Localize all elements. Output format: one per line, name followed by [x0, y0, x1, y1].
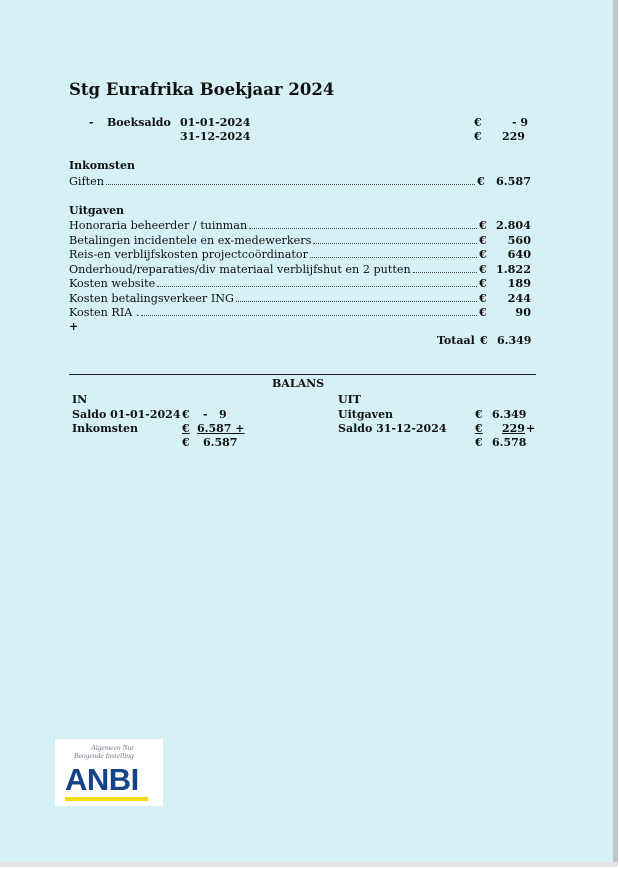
totaal-label: Totaal	[437, 334, 475, 347]
page-shadow-bottom	[0, 862, 618, 867]
uitgaven-amount: € 189	[479, 276, 531, 290]
uitgaven-amount: € 560	[479, 233, 531, 247]
uitgaven-label: Kosten betalingsverkeer ING	[69, 292, 234, 305]
balans-heading: BALANS	[272, 377, 325, 390]
leader-dots	[413, 272, 477, 273]
balans-uit-heading: UIT	[338, 393, 361, 406]
inkomsten-row	[69, 174, 531, 189]
uitgaven-heading: Uitgaven	[69, 204, 125, 217]
balans-uit-total-amount: 6.578	[492, 436, 527, 449]
uitgaven-plus: +	[69, 320, 79, 333]
uitgaven-amount: € 90	[479, 305, 531, 319]
balans-in-heading: IN	[72, 393, 88, 406]
uitgaven-label: Kosten RIA .	[69, 306, 140, 319]
balans-uit-currency-uitgaven: €	[475, 408, 483, 421]
boeksaldo-bullet: -	[89, 116, 94, 129]
balans-in-amount-inkomsten: 6.587 +	[197, 422, 245, 435]
balans-in-currency-saldo: €	[182, 408, 190, 421]
balans-in-amount-saldo: - 9	[203, 408, 227, 421]
balans-in-total-amount: 6.587	[203, 436, 238, 449]
page-shadow-right	[613, 0, 618, 866]
leader-dots	[106, 184, 475, 185]
uitgaven-label: Reis-en verblijfskosten projectcoördinator	[69, 248, 308, 261]
boeksaldo-date-end: 31-12-2024	[180, 130, 251, 143]
uitgaven-row	[69, 218, 531, 233]
uitgaven-label: Onderhoud/reparaties/div materiaal verblijfshut en 2 putten	[69, 263, 411, 276]
inkomsten-heading: Inkomsten	[69, 159, 136, 172]
leader-dots	[157, 286, 477, 287]
boeksaldo-amount-start: - 9	[512, 116, 529, 129]
balans-in-currency-inkomsten: €	[182, 422, 190, 435]
uitgaven-label: Betalingen incidentele en ex-medewerkers	[69, 234, 312, 247]
section-divider	[69, 374, 536, 375]
boeksaldo-currency-end: €	[474, 130, 482, 143]
inkomsten-label: Giften	[69, 175, 104, 188]
boeksaldo-label: Boeksaldo	[107, 116, 171, 129]
anbi-logo	[55, 739, 163, 806]
balans-in-label-saldo: Saldo 01-01-2024	[72, 408, 181, 421]
leader-dots	[249, 228, 477, 229]
balans-uit-label-saldo: Saldo 31-12-2024	[338, 422, 447, 435]
balans-uit-label-uitgaven: Uitgaven	[338, 408, 394, 421]
balans-uit-amount-saldo: 229	[502, 422, 525, 435]
anbi-logo-bar	[65, 797, 148, 801]
inkomsten-amount: € 6.587	[477, 174, 531, 188]
uitgaven-label: Honoraria beheerder / tuinman	[69, 219, 248, 232]
uitgaven-amount: € 2.804	[479, 218, 531, 232]
uitgaven-row	[69, 276, 531, 291]
totaal-currency: €	[480, 334, 488, 347]
anbi-logo-line2: Beogende Instelling	[74, 751, 134, 760]
boeksaldo-amount-end: 229	[502, 130, 525, 143]
totaal-amount: 6.349	[497, 334, 532, 347]
leader-dots	[310, 257, 477, 258]
uitgaven-label: Kosten website	[69, 277, 156, 290]
uitgaven-row	[69, 262, 531, 277]
uitgaven-row	[69, 291, 531, 306]
balans-uit-amount-uitgaven: 6.349	[492, 408, 527, 421]
uitgaven-row	[69, 247, 531, 262]
boeksaldo-date-start: 01-01-2024	[180, 116, 251, 129]
balans-uit-currency-saldo: €	[475, 422, 483, 435]
uitgaven-row	[69, 233, 531, 248]
uitgaven-amount: € 244	[479, 291, 531, 305]
leader-dots	[236, 301, 477, 302]
balans-uit-total-currency: €	[475, 436, 483, 449]
balans-in-label-inkomsten: Inkomsten	[72, 422, 139, 435]
uitgaven-amount: € 640	[479, 247, 531, 261]
anbi-logo-word: ANBI	[65, 762, 139, 797]
leader-dots	[313, 243, 477, 244]
uitgaven-row	[69, 305, 531, 320]
uitgaven-amount: € 1.822	[479, 262, 531, 276]
balans-in-total-currency: €	[182, 436, 190, 449]
anbi-logo-line1: Algemeen Nut	[91, 743, 134, 752]
document-title: Stg Eurafrika Boekjaar 2024	[69, 80, 335, 99]
balans-uit-plus: +	[526, 422, 536, 435]
leader-dots	[141, 315, 477, 316]
boeksaldo-currency-start: €	[474, 116, 482, 129]
